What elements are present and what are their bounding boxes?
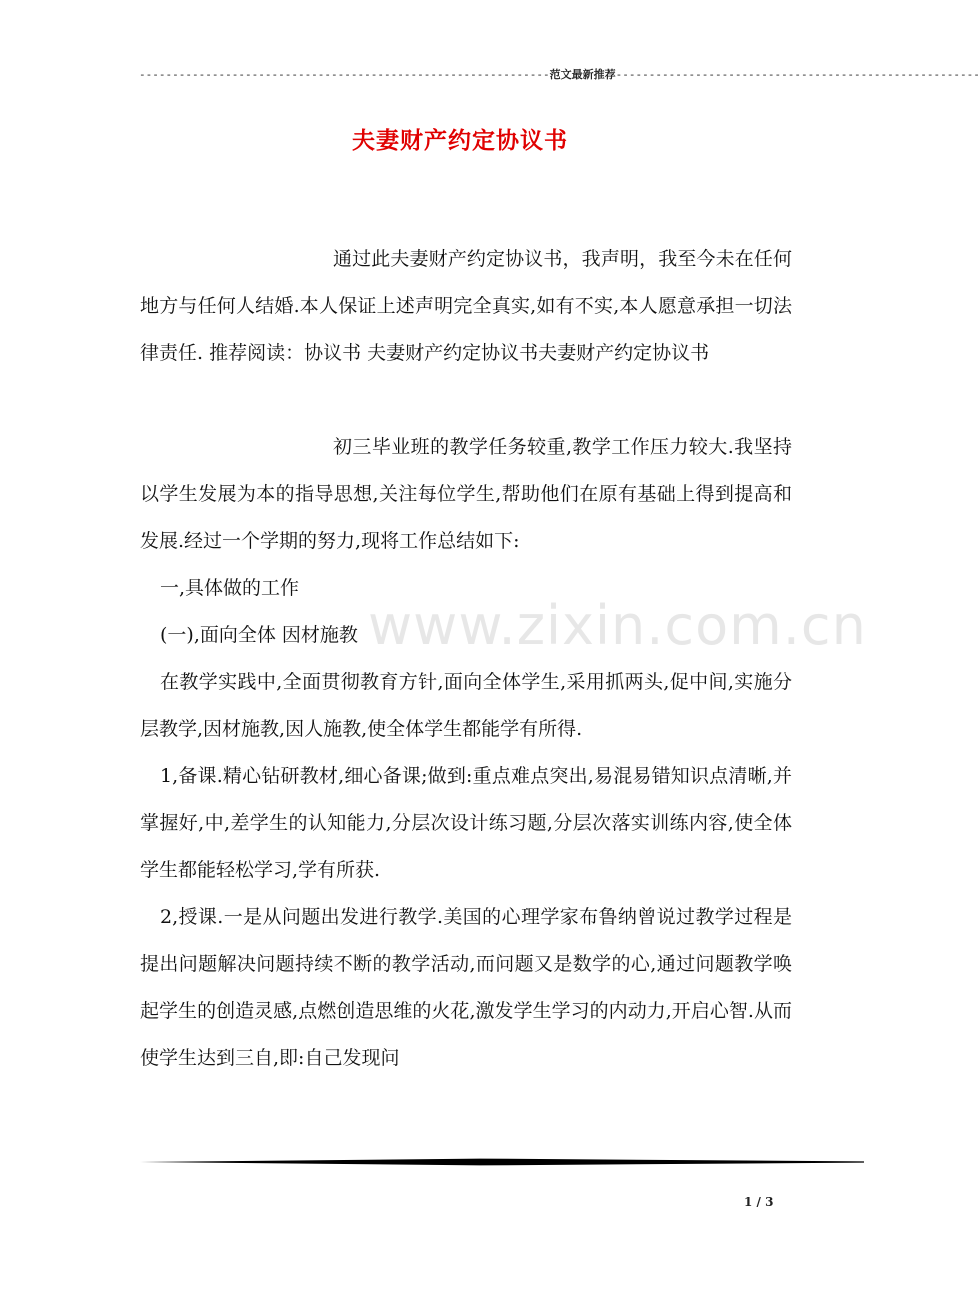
paragraph-declaration: 通过此夫妻财产约定协议书，我声明，我至今未在任何地方与任何人结婚.本人保证上述声明完全真实,如有不实,本人愿意承担一切法律责任. 推荐阅读：协议书 夫妻财产约定协议书夫妻财产约定协议书 bbox=[140, 248, 792, 364]
watermark: www.zixin.com.cn bbox=[368, 594, 867, 657]
paragraph-teaching: 2,授课.一是从问题出发进行教学.美国的心理学家布鲁纳曾说过教学过程是提出问题解决问题持续不断的教学活动,而问题又是数学的心,通过问题教学唤起学生的创造灵感,点燃创造思维的火花,激发学生学习的内动力,开启心智.从而使学生达到三自,即:自己发现问 bbox=[140, 906, 792, 1069]
page-number: 1 / 3 bbox=[744, 1195, 774, 1209]
header-left-dashes: -------------------------------------------------------------- bbox=[139, 68, 550, 81]
paragraph-lesson-prep: 1,备课.精心钻研教材,细心备课;做到:重点难点突出,易混易错知识点清晰,并掌握好,中,差学生的认知能力,分层次设计练习题,分层次落实训练内容,使全体学生都能轻松学习,学有所获. bbox=[140, 765, 792, 881]
paragraph-gap bbox=[140, 377, 792, 424]
document-title: 夫妻财产约定协议书 bbox=[352, 127, 568, 154]
paragraph-practice: 在教学实践中,全面贯彻教育方针,面向全体学生,采用抓两头,促中间,实施分层教学,因材施教,因人施教,使全体学生都能学有所得. bbox=[140, 671, 792, 740]
document-body bbox=[140, 236, 792, 1082]
paragraph-intro: 初三毕业班的教学任务较重,教学工作压力较大.我坚持以学生发展为本的指导思想,关注每位学生,帮助他们在原有基础上得到提高和发展.经过一个学期的努力,现将工作总结如下: bbox=[140, 436, 792, 552]
header-label: 范文最新推荐 bbox=[549, 68, 616, 81]
footer-rule bbox=[140, 1158, 864, 1166]
page-header bbox=[139, 67, 980, 83]
header-right-dashes: ------------------------------------------------------- bbox=[615, 68, 980, 81]
subsection-heading: (一),面向全体 因材施教 bbox=[160, 624, 358, 646]
section-heading: 一,具体做的工作 bbox=[160, 577, 300, 599]
